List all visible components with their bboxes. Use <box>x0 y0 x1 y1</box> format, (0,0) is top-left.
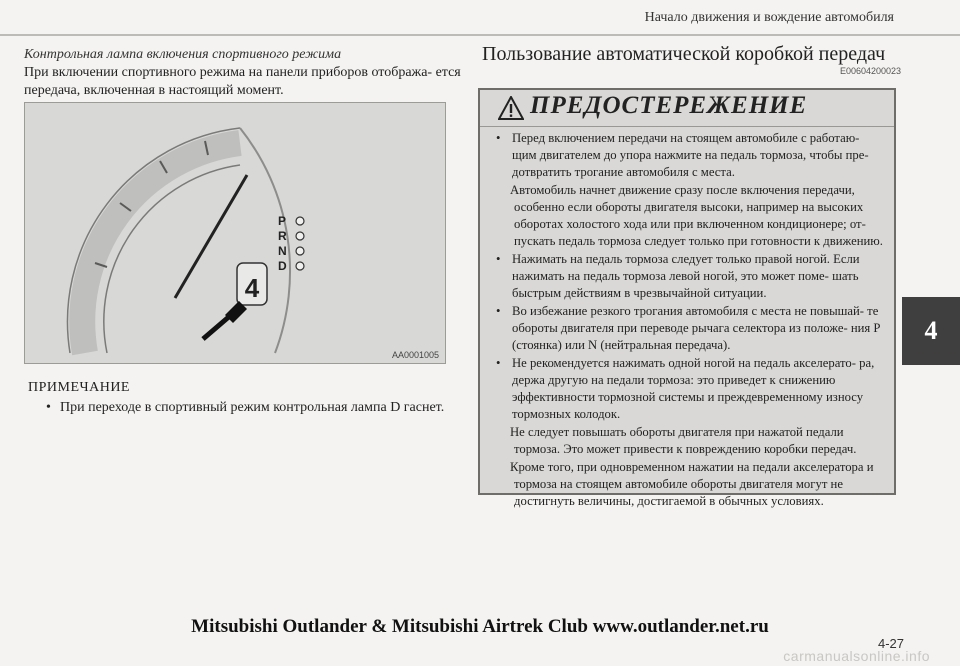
intro-paragraph: При включении спортивного режима на панели приборов отобража- ется передача, включенная в настоящий момент. <box>24 65 461 98</box>
bullet-icon: • <box>496 356 501 370</box>
warning-item-text: Во избежание резкого трогания автомобиля с места не повышай- те обороты двигателя при переводе рычага селектора из положе- ния P (стоянка) или N (нейтральная передача). <box>512 304 881 352</box>
left-column <box>24 46 464 100</box>
note-title: ПРИМЕЧАНИЕ <box>28 380 130 395</box>
figure-code: AA0001005 <box>391 350 439 360</box>
note-item <box>46 399 448 416</box>
figure-caption: Контрольная лампа включения спортивного режима <box>24 47 342 62</box>
page-number: 4-27 <box>877 636 904 651</box>
gear-letter-r: R <box>278 229 287 243</box>
warning-item <box>490 251 886 302</box>
gear-lamps <box>296 217 304 270</box>
gauge-drawing <box>25 103 445 363</box>
chapter-tab: 4 <box>902 297 960 365</box>
warning-paragraph: Не следует повышать обороты двигателя при нажатой педали тормоза. Это может привести к повреждению коробки передач. <box>510 425 857 456</box>
footer-banner: Mitsubishi Outlander & Mitsubishi Airtrek Club www.outlander.net.ru <box>191 616 769 637</box>
warning-item <box>490 355 886 423</box>
bullet-icon: • <box>46 400 51 415</box>
warning-header <box>480 90 894 127</box>
warning-item-text: Перед включением передачи на стоящем автомобиле с работаю- щим двигателем до упора нажмите на педаль тормоза, чтобы пре- дотвратить трогание автомобиля с места. <box>512 131 869 179</box>
bullet-icon: • <box>496 304 501 318</box>
warning-item-text: Не рекомендуется нажимать одной ногой на педаль акселерато- ра, держа другую на педали тормоза: это приведет к снижению эффективности тормозной системы и преждевременному износу тормозных колодок. <box>512 356 875 421</box>
running-header: Начало движения и вождение автомобиля <box>644 10 894 25</box>
warning-box <box>478 88 896 508</box>
warning-item-text: Нажимать на педаль тормоза следует только правой ногой. Если нажимать на педаль тормоза левой ногой, это может поме- шать быстрым действиям в чрезвычайной ситуации. <box>512 252 860 300</box>
header-rule <box>0 34 960 36</box>
warning-paragraph: Кроме того, при одновременном нажатии на педали акселератора и тормоза на стоящем автомобиле обороты двигателя могут не достигнуть величины, достигаемой в обычных условиях. <box>510 460 874 508</box>
instrument-illustration <box>24 102 446 364</box>
warning-paragraph: Автомобиль начнет движение сразу после включения передачи, особенно если обороты двигателя высоки, например на высоких оборотах холостого хода или при включенном кондиционере; от- пускать педаль тормоза следует только при готовности к движению. <box>510 183 883 248</box>
warning-body <box>490 130 886 511</box>
gear-letter-d: D <box>278 259 287 273</box>
bullet-icon: • <box>496 131 501 145</box>
note-block <box>28 380 448 416</box>
sport-mode-digit: 4 <box>244 273 260 303</box>
gauge-needle <box>175 175 247 298</box>
section-code: E00604200023 <box>840 66 902 76</box>
watermark: carmanualsonline.info <box>783 648 930 664</box>
pointer-arrow-shaft <box>203 315 231 339</box>
section-title: Пользование автоматической коробкой передач <box>482 43 886 65</box>
note-item-text: При переходе в спортивный режим контрольная лампа D гаснет. <box>60 400 445 415</box>
warning-triangle-icon <box>498 96 524 120</box>
warning-item <box>490 303 886 354</box>
warning-item <box>490 130 886 181</box>
gear-letter-n: N <box>278 244 287 258</box>
bullet-icon: • <box>496 252 501 266</box>
warning-heading: ПРЕДОСТЕРЕЖЕНИЕ <box>530 92 808 119</box>
gear-letter-p: P <box>278 214 287 228</box>
gauge-ring <box>82 143 240 353</box>
